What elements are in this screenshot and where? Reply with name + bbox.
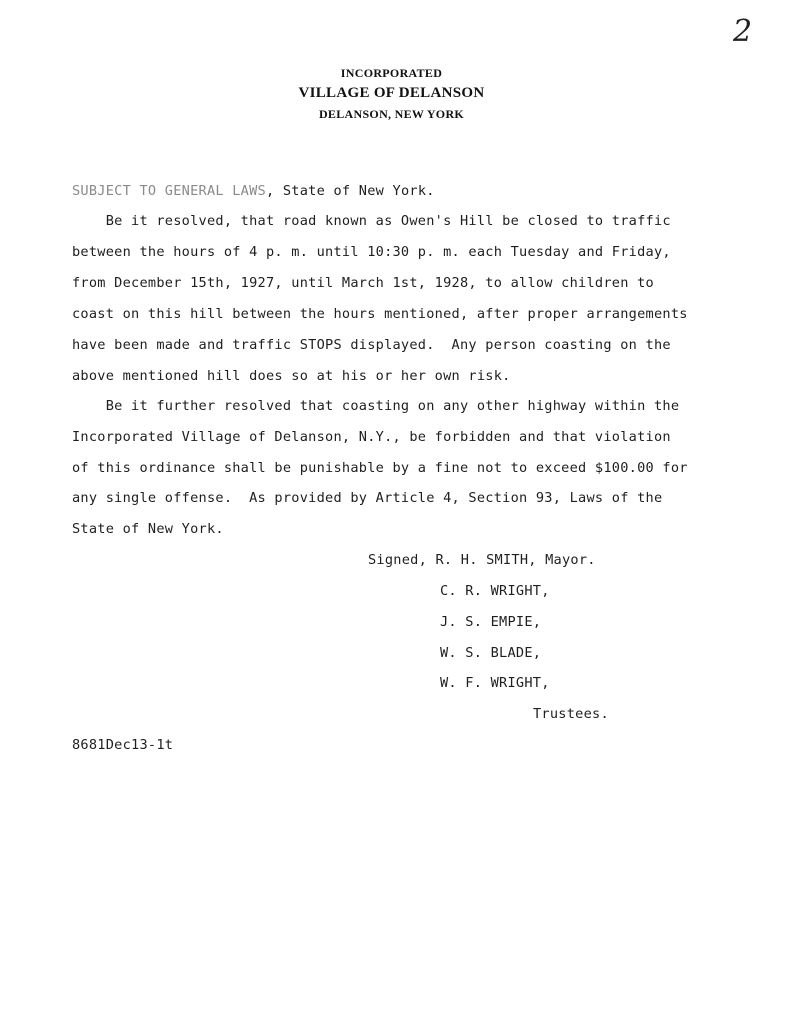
resolution-line: Be it resolved, that road known as Owen's Hill be closed to traffic: [72, 213, 671, 229]
resolution-line: any single offense. As provided by Article 4, Section 93, Laws of the: [72, 490, 663, 506]
trustee-signature: W. F. WRIGHT,: [440, 675, 550, 691]
signed-mayor: Signed, R. H. SMITH, Mayor.: [368, 552, 596, 568]
resolution-line: Be it further resolved that coasting on any other highway within the: [72, 398, 680, 414]
letterhead-village-name: VILLAGE OF DELANSON: [298, 85, 485, 101]
letterhead-location: DELANSON, NEW YORK: [318, 107, 465, 121]
subject-state: , State of New York.: [266, 183, 435, 199]
resolution-line: above mentioned hill does so at his or her own risk.: [72, 368, 511, 384]
resolution-line: have been made and traffic STOPS displayed. Any person coasting on the: [72, 337, 671, 353]
reference-code: 8681Dec13-1t: [72, 737, 174, 753]
resolution-line: Incorporated Village of Delanson, N.Y., be forbidden and that violation: [72, 429, 671, 445]
resolution-line: of this ordinance shall be punishable by a fine not to exceed $100.00 for: [72, 460, 688, 476]
resolution-line: State of New York.: [72, 521, 224, 537]
subject-line: [72, 183, 435, 199]
resolution-line: from December 15th, 1927, until March 1st, 1928, to allow children to: [72, 275, 654, 291]
letterhead-incorporated: INCORPORATED: [340, 66, 443, 80]
resolution-line: between the hours of 4 p. m. until 10:30 p. m. each Tuesday and Friday,: [72, 244, 671, 260]
resolution-line: coast on this hill between the hours mentioned, after proper arrangements: [72, 306, 688, 322]
page-number: 2: [733, 14, 753, 49]
trustees-label: Trustees.: [533, 706, 609, 722]
trustee-signature: C. R. WRIGHT,: [440, 583, 550, 599]
trustee-signature: J. S. EMPIE,: [440, 614, 542, 630]
trustee-signature: W. S. BLADE,: [440, 645, 542, 661]
subject-heading: SUBJECT TO GENERAL LAWS: [72, 183, 266, 199]
